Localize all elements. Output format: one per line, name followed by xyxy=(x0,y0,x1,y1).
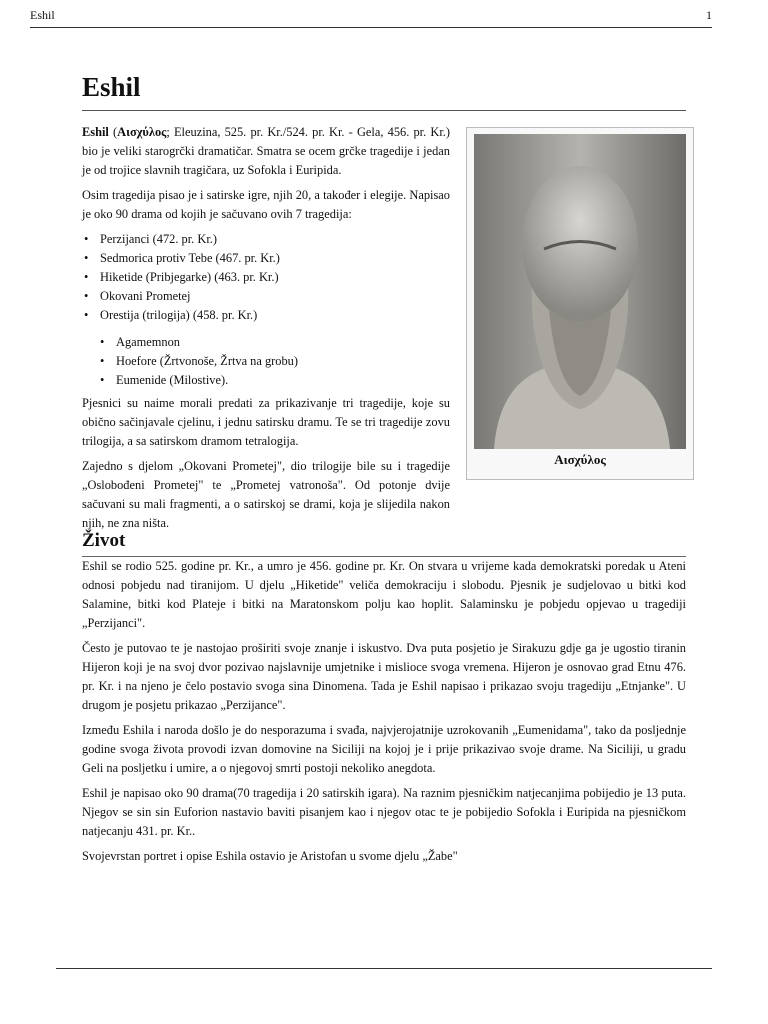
tragedy-list xyxy=(82,230,450,325)
running-header xyxy=(30,8,712,23)
bust-image xyxy=(474,134,686,449)
figure-caption: Αισχύλος xyxy=(554,452,606,467)
page-title: Eshil xyxy=(82,72,141,102)
intro-paren: ( xyxy=(108,125,118,139)
section-body xyxy=(82,557,686,872)
paragraph: Osim tragedija pisao je i satirske igre, njih 20, a također i elegije. Napisao je oko 90 drama od kojih je sačuvano ovih 7 tragedija: xyxy=(82,188,450,221)
footer-rule xyxy=(56,968,712,969)
list-item: • Hoefore (Žrtvonoše, Žrtva na grobu) xyxy=(116,352,450,371)
orestija-list xyxy=(82,333,450,390)
intro-rest: ; Eleuzina, 525. pr. Kr./524. pr. Kr. - Gela, 456. pr. Kr.) bio je veliki starogrčki dramatičar. Smatra se ocem grčke tragedije i jedan je od trojice slavnih tragičara, uz Sofokla i Euripida. xyxy=(82,125,450,177)
running-title: Eshil xyxy=(30,8,55,22)
intro-column xyxy=(82,123,450,539)
paragraph: Svojevrstan portret i opise Eshila ostavio je Aristofan u svome djelu „Žabe" xyxy=(82,849,458,863)
paragraph: Eshil je napisao oko 90 drama(70 tragedija i 20 satirskih igara). Na raznim pjesničkim natjecanjima pobijedio je 13 puta. Njegov se sin sin Euforion nastavio baviti pisanjem kao i njegov otac te je pobijedio Sofokla i Euripida na pjesničkom natjecanju 431. pr. Kr.. xyxy=(82,786,686,838)
paragraph: Često je putovao te je nastojao proširiti svoje znanje i iskustvo. Dva puta posjetio je Sirakuzu gdje ga je ugostio tiranin Hijeron koji je na svoj dvor pozivao najslavnije umjetnike i mislioce svoga vremena. Hijeron je osnovao grad Etnu 476. pr. Kr. i na njeno je čelo postavio svoga sina Dinomena. Tada je Eshil napisao i prikazao svoju tragediju „Etnjanke". U drugom je posjetu prikazao „Perzijance". xyxy=(82,641,686,712)
intro-name: Eshil xyxy=(82,125,109,139)
title-rule xyxy=(82,110,686,111)
paragraph: Pjesnici su naime morali predati za prikazivanje tri tragedije, koje su obično sačinjavale cjelinu, i jednu satirsku dramu. Te se tri tragedije zovu trilogija, a sa satirskom dramom tetralogija. xyxy=(82,396,450,448)
intro-paragraph xyxy=(82,123,450,180)
paragraph: Eshil se rodio 525. godine pr. Kr., a umro je 456. godine pr. Kr. On stvara u vrijeme kada demokratski poredak u Ateni odnosi pobjedu nad tiranijom. U djelu „Hiketide" veliča demokraciju i slobodu. Pjesnik je sudjelovao u bitki kod Salamine, bitki kod Plateje i bitki na Maratonskom polju kao hoplit. Salaminsku je pobjedu opjevao u tragediji „Perzijanci". xyxy=(82,559,686,630)
list-item: • Perzijanci (472. pr. Kr.) xyxy=(100,230,450,249)
header-rule xyxy=(30,27,712,28)
paragraph: Između Eshila i naroda došlo je do nesporazuma i svađa, najvjerojatnije uzrokovanih „Eumenidama", tako da posljednje godine svoga života provodi izvan domovine na Siciliji na kojoj je i prije prikazivao svoje drame. Na Siciliji, u gradu Geli na posljetku i umire, a o njegovoj smrti postoji nekoliko anegdota. xyxy=(82,723,686,775)
list-item: • Agamemnon xyxy=(116,333,450,352)
list-item: • Orestija (trilogija) (458. pr. Kr.) xyxy=(100,306,450,325)
list-item: • Okovani Prometej xyxy=(100,287,450,306)
portrait-figure xyxy=(466,127,694,480)
list-item: • Hiketide (Pribjegarke) (463. pr. Kr.) xyxy=(100,268,450,287)
list-item: • Sedmorica protiv Tebe (467. pr. Kr.) xyxy=(100,249,450,268)
page-number: 1 xyxy=(706,8,712,22)
intro-greek-name: Αισχύλος xyxy=(117,125,167,139)
paragraph: Zajedno s djelom „Okovani Prometej", dio trilogije bile su i tragedije „Oslobođeni Prometej" te „Prometej vatronoša". Od potonje dvije sačuvani su mali fragmenti, a o satirskoj se drami, koja je slijedila nakon njih, ne zna ništa. xyxy=(82,459,450,530)
list-item: • Eumenide (Milostive). xyxy=(116,371,450,390)
section-heading: Život xyxy=(82,530,126,551)
